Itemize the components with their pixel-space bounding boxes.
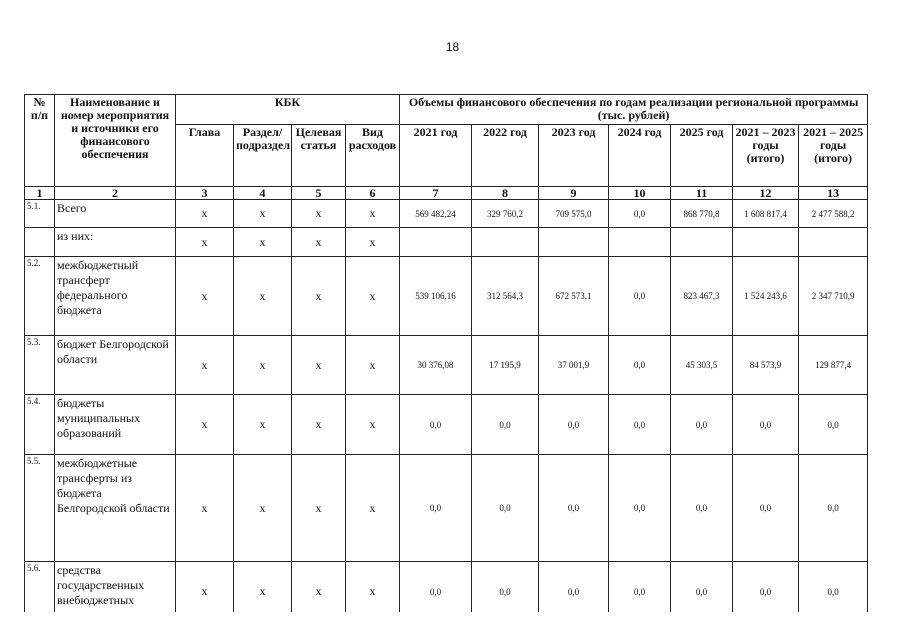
column-number: 10	[609, 187, 671, 200]
column-number: 5	[292, 187, 346, 200]
value-cell: 0,0	[609, 455, 671, 562]
row-number: 5.1.	[25, 200, 55, 228]
value-cell: 129 877,4	[799, 336, 868, 395]
value-cell: 84 573,9	[733, 336, 799, 395]
value-cell: 709 575,0	[539, 200, 609, 228]
kbk-cell: х	[176, 455, 234, 562]
value-cell: 45 303,5	[671, 336, 733, 395]
value-cell	[539, 228, 609, 257]
kbk-cell: х	[292, 257, 346, 336]
value-cell: 0,0	[733, 562, 799, 622]
column-number: 8	[472, 187, 539, 200]
column-number: 1	[25, 187, 55, 200]
kbk-cell: х	[176, 228, 234, 257]
kbk-cell: х	[346, 228, 400, 257]
row-number: 5.5.	[25, 455, 55, 562]
table-row	[25, 257, 868, 336]
kbk-cell: х	[176, 395, 234, 455]
row-number: 5.4.	[25, 395, 55, 455]
header-year-2024: 2024 год	[609, 125, 671, 187]
value-cell: 0,0	[733, 395, 799, 455]
column-number: 7	[400, 187, 472, 200]
value-cell: 0,0	[400, 455, 472, 562]
value-cell: 823 467,3	[671, 257, 733, 336]
row-name: бюджет Белгородской области	[55, 336, 176, 395]
kbk-cell: х	[346, 455, 400, 562]
value-cell: 0,0	[400, 562, 472, 622]
row-number: 5.2.	[25, 257, 55, 336]
header-volumes: Объемы финансового обеспечения по годам реализации региональной программы (тыс. рублей)	[400, 95, 868, 125]
value-cell: 1 608 817,4	[733, 200, 799, 228]
column-number: 6	[346, 187, 400, 200]
column-number: 9	[539, 187, 609, 200]
kbk-cell: х	[346, 562, 400, 622]
kbk-cell: х	[176, 200, 234, 228]
column-number: 12	[733, 187, 799, 200]
column-number: 3	[176, 187, 234, 200]
row-name: бюджеты муниципальных образований	[55, 395, 176, 455]
row-number: 5.3.	[25, 336, 55, 395]
kbk-cell: х	[234, 200, 292, 228]
value-cell: 329 760,2	[472, 200, 539, 228]
value-cell	[400, 228, 472, 257]
value-cell: 569 482,24	[400, 200, 472, 228]
value-cell: 2 477 588,2	[799, 200, 868, 228]
table-row	[25, 455, 868, 562]
value-cell: 0,0	[733, 455, 799, 562]
row-number	[25, 228, 55, 257]
row-number: 5.6.	[25, 562, 55, 622]
header-total-2021-2023: 2021 – 2023 годы (итого)	[733, 125, 799, 187]
kbk-cell: х	[292, 455, 346, 562]
value-cell: 0,0	[539, 395, 609, 455]
row-name: межбюджетный трансферт федерального бюджета	[55, 257, 176, 336]
table-row	[25, 395, 868, 455]
kbk-cell: х	[292, 336, 346, 395]
value-cell: 0,0	[609, 395, 671, 455]
value-cell: 37 001,9	[539, 336, 609, 395]
kbk-cell: х	[234, 562, 292, 622]
value-cell: 30 376,08	[400, 336, 472, 395]
value-cell: 0,0	[671, 455, 733, 562]
column-numbers-row	[25, 187, 868, 200]
kbk-cell: х	[234, 257, 292, 336]
value-cell: 0,0	[472, 562, 539, 622]
value-cell: 0,0	[609, 200, 671, 228]
kbk-cell: х	[292, 395, 346, 455]
table-row	[25, 228, 868, 257]
value-cell: 0,0	[539, 562, 609, 622]
row-name: средства государственных внебюджетных	[55, 562, 176, 622]
header-kbk-glava: Глава	[176, 125, 234, 187]
value-cell: 0,0	[472, 395, 539, 455]
kbk-cell: х	[234, 228, 292, 257]
header-year-2021: 2021 год	[400, 125, 472, 187]
kbk-cell: х	[292, 228, 346, 257]
value-cell: 312 564,3	[472, 257, 539, 336]
kbk-cell: х	[292, 200, 346, 228]
funding-table	[24, 94, 868, 622]
value-cell	[472, 228, 539, 257]
table-row	[25, 200, 868, 228]
value-cell: 2 347 710,9	[799, 257, 868, 336]
value-cell: 0,0	[609, 336, 671, 395]
value-cell: 0,0	[472, 455, 539, 562]
value-cell: 0,0	[609, 257, 671, 336]
page-cutoff	[0, 612, 905, 640]
header-kbk-vid: Вид расходов	[346, 125, 400, 187]
page-number: 18	[445, 40, 460, 54]
kbk-cell: х	[234, 336, 292, 395]
header-year-2025: 2025 год	[671, 125, 733, 187]
value-cell: 0,0	[671, 395, 733, 455]
row-name: межбюджетные трансферты из бюджета Белгородской области	[55, 455, 176, 562]
value-cell: 868 770,8	[671, 200, 733, 228]
value-cell: 0,0	[671, 562, 733, 622]
header-total-2021-2025: 2021 – 2025 годы (итого)	[799, 125, 868, 187]
value-cell: 0,0	[609, 562, 671, 622]
column-number: 4	[234, 187, 292, 200]
value-cell	[733, 228, 799, 257]
value-cell	[671, 228, 733, 257]
value-cell: 17 195,9	[472, 336, 539, 395]
value-cell: 0,0	[799, 395, 868, 455]
header-num: № п/п	[25, 95, 55, 187]
value-cell: 0,0	[799, 562, 868, 622]
kbk-cell: х	[176, 336, 234, 395]
kbk-cell: х	[346, 200, 400, 228]
value-cell	[609, 228, 671, 257]
row-name: Всего	[55, 200, 176, 228]
kbk-cell: х	[234, 395, 292, 455]
kbk-cell: х	[234, 455, 292, 562]
row-name: из них:	[55, 228, 176, 257]
value-cell: 672 573,1	[539, 257, 609, 336]
value-cell	[799, 228, 868, 257]
column-number: 2	[55, 187, 176, 200]
kbk-cell: х	[176, 562, 234, 622]
column-number: 13	[799, 187, 868, 200]
header-kbk-statya: Целевая статья	[292, 125, 346, 187]
header-kbk: КБК	[176, 95, 400, 125]
value-cell: 1 524 243,6	[733, 257, 799, 336]
value-cell: 0,0	[799, 455, 868, 562]
column-number: 11	[671, 187, 733, 200]
table-row	[25, 336, 868, 395]
header-kbk-razdel: Раздел/ подраздел	[234, 125, 292, 187]
kbk-cell: х	[346, 336, 400, 395]
kbk-cell: х	[346, 395, 400, 455]
header-row-1	[25, 95, 868, 125]
value-cell: 0,0	[539, 455, 609, 562]
kbk-cell: х	[346, 257, 400, 336]
value-cell: 0,0	[400, 395, 472, 455]
kbk-cell: х	[176, 257, 234, 336]
header-name: Наименование и номер мероприятия и источники его финансового обеспечения	[55, 95, 176, 187]
value-cell: 539 106,16	[400, 257, 472, 336]
kbk-cell: х	[292, 562, 346, 622]
header-year-2023: 2023 год	[539, 125, 609, 187]
header-year-2022: 2022 год	[472, 125, 539, 187]
